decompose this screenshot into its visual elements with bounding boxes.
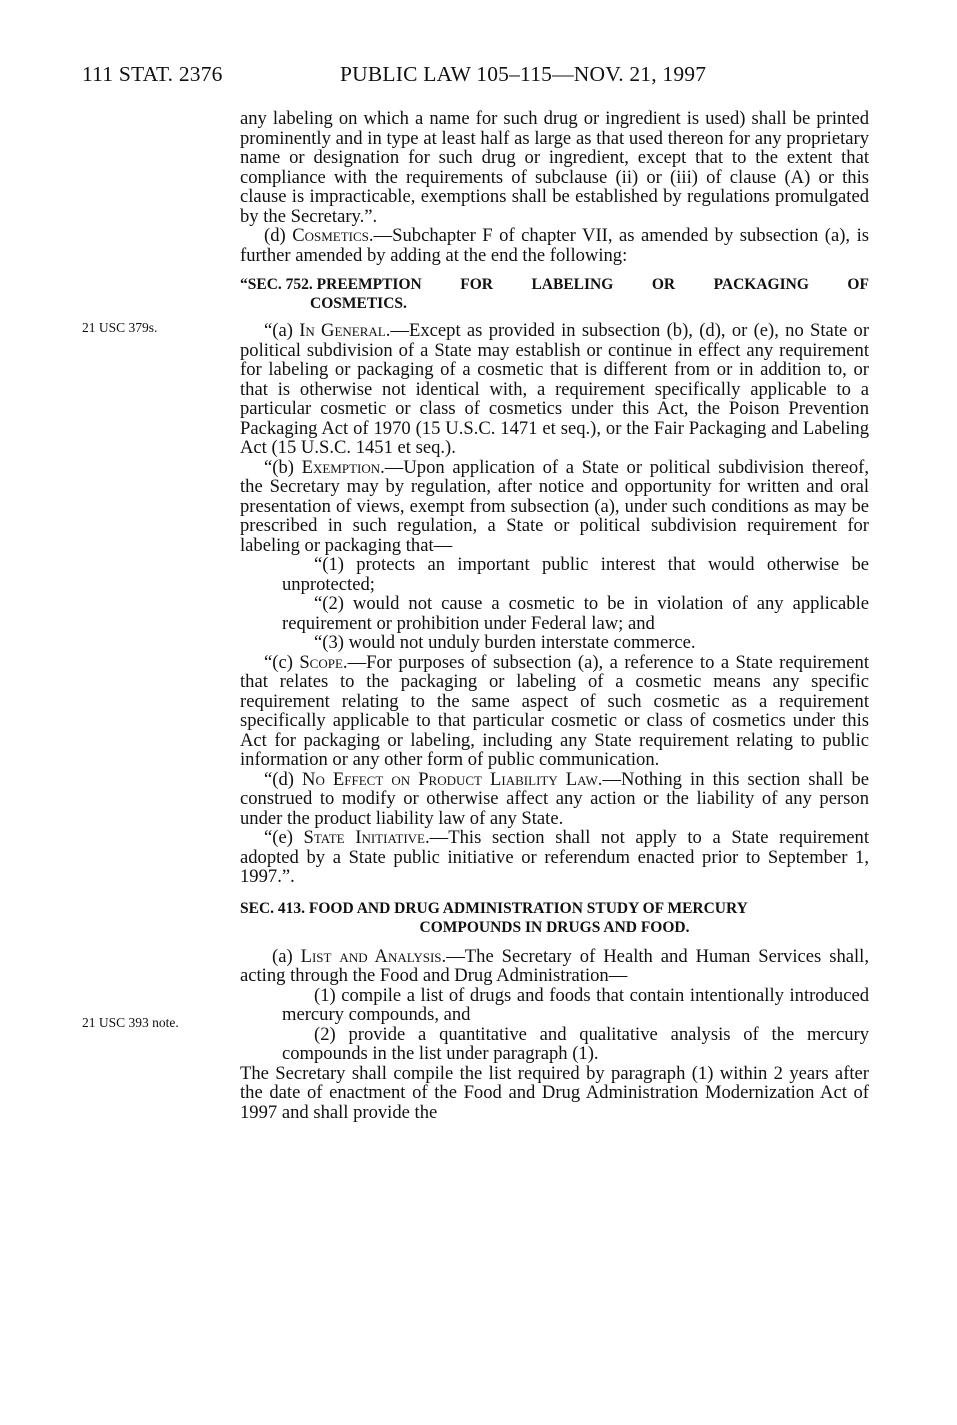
subsection-heading: List and Analysis <box>300 945 442 967</box>
running-header <box>82 62 882 88</box>
subsection-a-in-general: “(a) In General.—Except as provided in subsection (b), (d), or (e), no State or political subdivision of a State may establish or continue in effect any requirement for labeling or packaging of a cosmetic that is different from or in addition to, or that is otherwise not identical with, a requirement specifically applicable to a particular cosmetic or class of cosmetics under this Act, the Poison Prevention Packaging Act of 1970 (15 U.S.C. 1471 et seq.), or the Fair Packaging and Labeling Act (15 U.S.C. 1451 et seq.). <box>240 320 870 458</box>
paragraph-final: The Secretary shall compile the list required by paragraph (1) within 2 years after the date of enactment of the Food and Drug Administration Modernization Act of 1997 and shall provide the <box>240 1062 869 1123</box>
subsection-heading: Cosmetics <box>292 225 369 246</box>
subsection-heading: Exemption <box>301 456 381 478</box>
paragraph-continuation: any labeling on which a name for such drug or ingredient is used) shall be printed prominently and in type at least half as large as that used thereon for any proprietary name or designation for such drug or ingredient, except that to the extent that compliance with the requirements of subclause (ii) or (iii) of clause (A) or this clause is impracticable, exemptions shall be established by regulations promulgated by the Secretary.”. <box>240 108 869 227</box>
paragraph-la1: (1) compile a list of drugs and foods that contain intentionally introduced mercury compounds, and <box>282 984 869 1025</box>
subsection-e-state-initiative: “(e) State Initiative.—This section shall not apply to a State requirement adopted by a State public initiative or referendum enacted prior to September 1, 1997.”. <box>240 827 870 887</box>
body-text <box>240 109 869 1122</box>
margin-note-379s: 21 USC 379s. <box>82 320 158 335</box>
paragraph-b2: “(2) would not cause a cosmetic to be in violation of any applicable requirement or prohibition under Federal law; and <box>282 593 869 634</box>
subsection-heading: Scope <box>299 651 343 673</box>
margin-note-393: 21 USC 393 note. <box>82 1015 179 1030</box>
subsection-b-exemption: “(b) Exemption.—Upon application of a State or political subdivision thereof, the Secretary may by regulation, after notice and opportunity for written and oral presentation of views, exempt from subsection (a), under such conditions as may be prescribed in such regulation, a State or political subdivision requirement for labeling or packaging that— <box>240 456 869 556</box>
subsection-a-list-and-analysis: (a) List and Analysis.—The Secretary of Health and Human Services shall, acting through the Food and Drug Administration— <box>240 945 869 986</box>
paragraph-b3: “(3) would not unduly burden interstate commerce. <box>314 632 696 653</box>
subsection-c-scope: “(c) Scope.—For purposes of subsection (a), a reference to a State requirement that relates to the packaging or labeling of a cosmetic means any specific requirement relating to the same aspect of such cosmetic as a requirement specifically applicable to that particular cosmetic or class of cosmetics under this Act for packaging or labeling, including any State requirement relating to public information or any other form of public communication. <box>240 651 869 770</box>
paragraph-b1: “(1) protects an important public interest that would otherwise be unprotected; <box>282 554 869 595</box>
section-752-heading: “SEC. 752. PREEMPTION FOR LABELING OR PACKAGING OF COSMETICS. <box>240 276 869 312</box>
subsection-heading: State Initiative <box>303 827 425 848</box>
subsection-heading: No Effect on Product Liability Law <box>302 768 598 790</box>
paragraph-la2: (2) provide a quantitative and qualitative analysis of the mercury compounds in the list under paragraph (1). <box>282 1023 869 1064</box>
statute-page-number: 111 STAT. 2376 <box>82 62 223 86</box>
subsection-d-no-effect: “(d) No Effect on Product Liability Law.—Nothing in this section shall be construed to modify or otherwise affect any action or the liability of any person under the product liability law of any State. <box>240 768 869 829</box>
subsection-d-cosmetics: (d) Cosmetics.—Subchapter F of chapter VII, as amended by subsection (a), is further amended by adding at the end the following: <box>240 225 869 266</box>
section-413-heading: SEC. 413. FOOD AND DRUG ADMINISTRATION STUDY OF MERCURY COMPOUNDS IN DRUGS AND FOOD. <box>240 899 748 936</box>
public-law-citation: PUBLIC LAW 105–115—NOV. 21, 1997 <box>340 62 707 86</box>
subsection-heading: In General <box>299 320 386 341</box>
